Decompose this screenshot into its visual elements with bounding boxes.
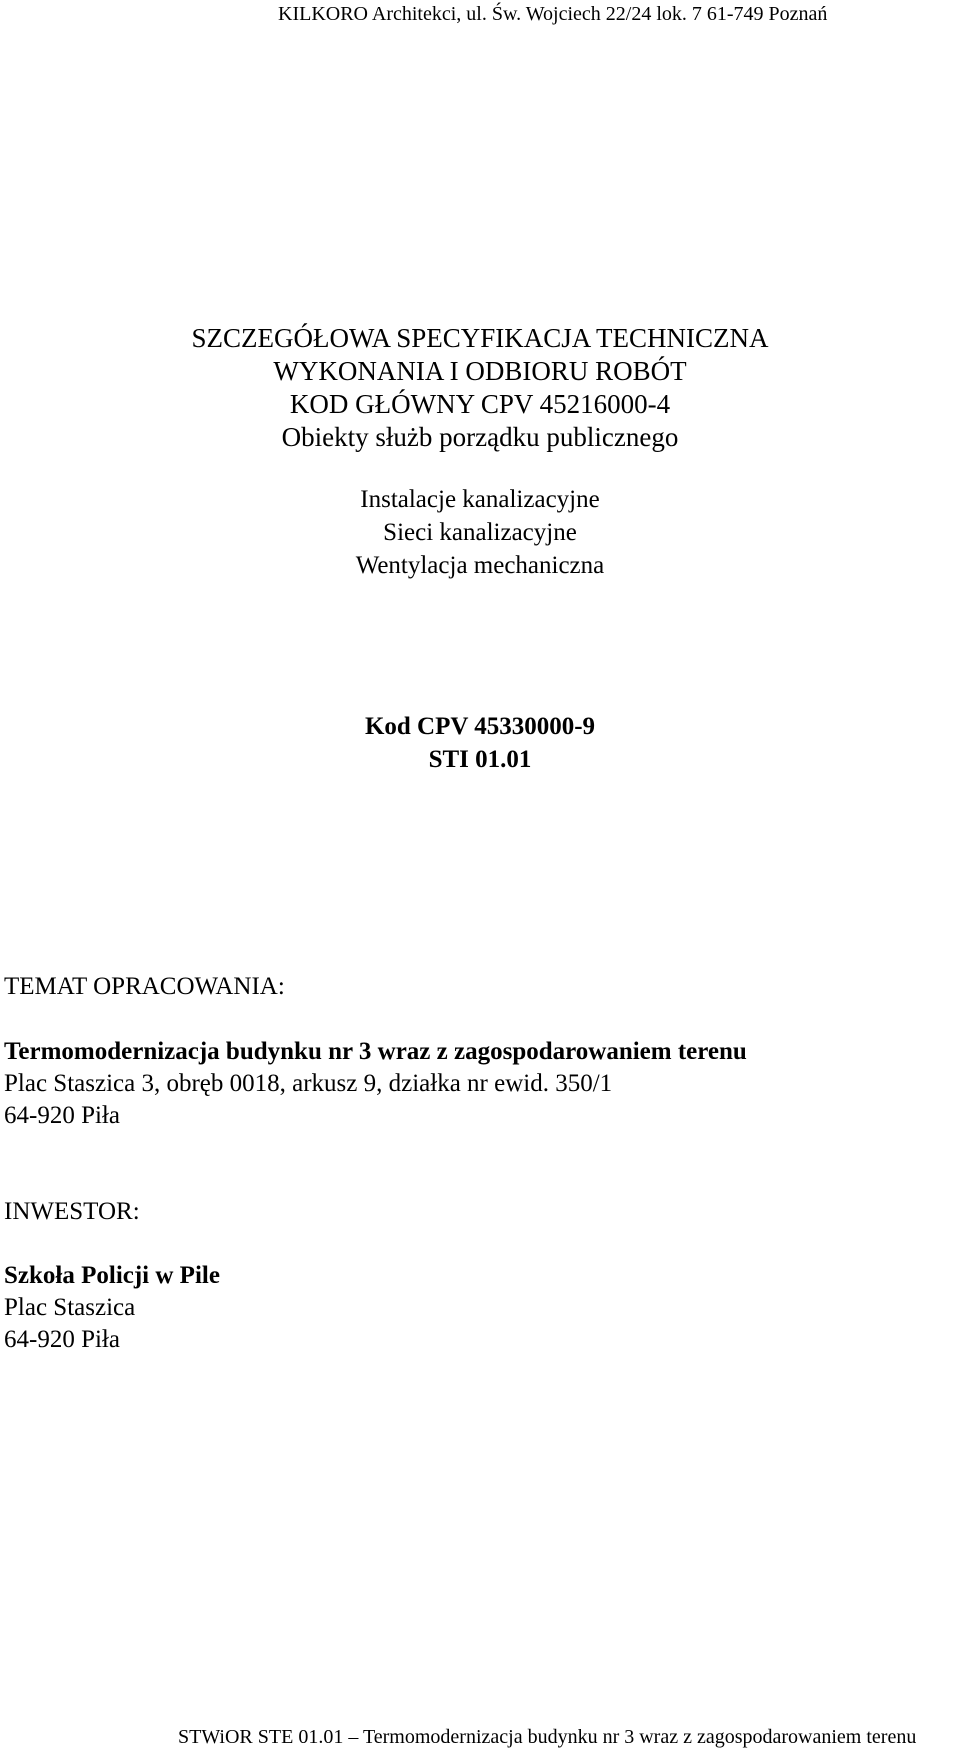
page-footer: STWiOR STE 01.01 – Termomodernizacja budynku nr 3 wraz z zagospodarowaniem terenu <box>178 1726 917 1748</box>
page-header: KILKORO Architekci, ul. Św. Wojciech 22/24 lok. 7 61-749 Poznań <box>278 3 828 25</box>
investor-block <box>4 1260 220 1356</box>
title-line-2: WYKONANIA I ODBIORU ROBÓT <box>273 356 687 386</box>
topic-label: TEMAT OPRACOWANIA: <box>4 973 285 1000</box>
topic-block <box>4 1036 747 1132</box>
topic-address: Plac Staszica 3, obręb 0018, arkusz 9, działka nr ewid. 350/1 <box>4 1070 613 1097</box>
cpv-code: Kod CPV 45330000-9 <box>364 713 596 740</box>
investor-street: Plac Staszica <box>4 1294 136 1321</box>
topic-city: 64-920 Piła <box>4 1102 120 1129</box>
investor-city: 64-920 Piła <box>4 1326 120 1353</box>
title-line-1: SZCZEGÓŁOWA SPECYFIKACJA TECHNICZNA <box>191 323 769 353</box>
topic-title: Termomodernizacja budynku nr 3 wraz z zagospodarowaniem terenu <box>4 1038 747 1065</box>
investor-label: INWESTOR: <box>4 1198 140 1225</box>
investor-name: Szkoła Policji w Pile <box>4 1262 220 1289</box>
subject-line-1: Instalacje kanalizacyjne <box>360 486 600 513</box>
subject-line-2: Sieci kanalizacyjne <box>383 519 577 546</box>
sti-code: STI 01.01 <box>428 746 532 773</box>
installation-subjects <box>0 483 960 582</box>
cpv-code-block <box>0 710 960 776</box>
subject-line-3: Wentylacja mechaniczna <box>355 552 605 579</box>
title-line-4: Obiekty służb porządku publicznego <box>281 422 679 452</box>
specification-title <box>0 322 960 454</box>
title-line-3: KOD GŁÓWNY CPV 45216000-4 <box>289 389 671 419</box>
